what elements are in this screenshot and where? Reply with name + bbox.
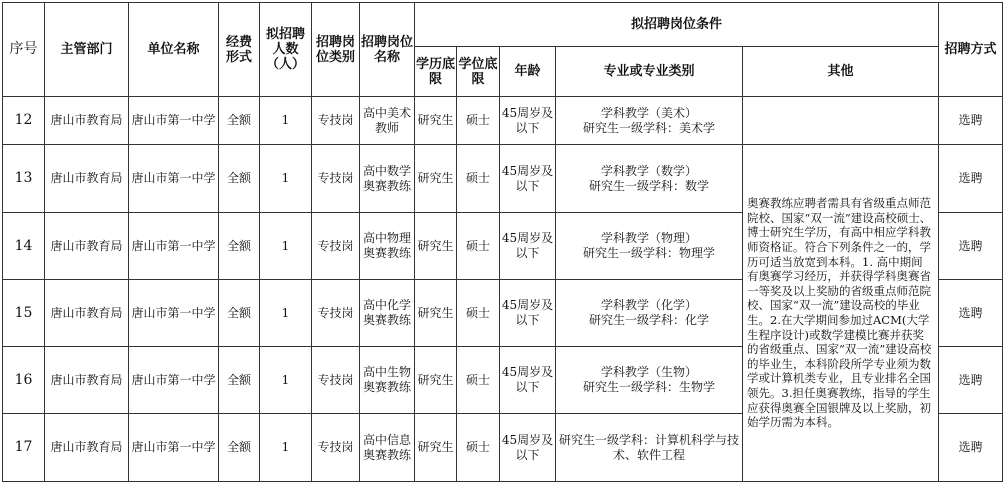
row-post-name: 高中化学奥赛教练 <box>360 280 415 347</box>
row-unit: 唐山市第一中学 <box>129 145 219 213</box>
row-major <box>556 213 743 280</box>
row-method: 选聘 <box>939 414 1003 482</box>
row-funding: 全额 <box>219 347 260 414</box>
row-major <box>556 97 743 145</box>
row-seq: 13 <box>3 145 45 213</box>
row-age: 45周岁及以下 <box>500 414 556 482</box>
row-education: 研究生 <box>415 97 457 145</box>
row-dept: 唐山市教育局 <box>45 414 129 482</box>
row-seq: 17 <box>3 414 45 482</box>
row-major-line-1: 学科教学（物理） <box>600 231 697 245</box>
row-education: 研究生 <box>415 280 457 347</box>
row-count: 1 <box>260 347 312 414</box>
row-count: 1 <box>260 145 312 213</box>
row-dept: 唐山市教育局 <box>45 97 129 145</box>
row-funding: 全额 <box>219 145 260 213</box>
row-major-line-2: 研究生一级学科：物理学 <box>582 246 715 260</box>
row-education: 研究生 <box>415 347 457 414</box>
row-post-name: 高中物理奥赛教练 <box>360 213 415 280</box>
row-major <box>556 347 743 414</box>
other-conditions-note: 奥赛教练应聘者需具有省级重点师范院校、国家“双一流”建设高校硕士、博士研究生学历，有高中相应学科教师资格证。符合下列条件之一的，学历可适当放宽到本科。1. 高中期间有奥赛学习经历，并获得学科奥赛省一等奖及以上奖励的省级重点师范院校、国家“双一流”建设高校的毕业生。2.在大学期间参加过ACM(大学生程序设计)或数学建模比赛并获奖的省级重点、国家“双一流”建设高校的毕业生，本科阶段所学专业须为数学或计算机类专业，且专业排名全国领先。3.担任奥赛教练，指导的学生应获得奥赛全国银牌及以上奖励，初始学历需为本科。 <box>743 145 939 482</box>
header-unit: 单位名称 <box>129 3 219 97</box>
row-post-name: 高中生物奥赛教练 <box>360 347 415 414</box>
row-seq: 15 <box>3 280 45 347</box>
row-unit: 唐山市第一中学 <box>129 414 219 482</box>
row-major-line-1: 学科教学（数学） <box>600 163 697 178</box>
row-post-name: 高中美术教师 <box>360 97 415 145</box>
row-method: 选聘 <box>939 347 1003 414</box>
table-row <box>3 145 1003 213</box>
row-post-name: 高中信息奥赛教练 <box>360 414 415 482</box>
row-other-empty <box>743 97 939 145</box>
row-dept: 唐山市教育局 <box>45 213 129 280</box>
row-age: 45周岁及以下 <box>500 97 556 145</box>
row-seq: 12 <box>3 97 45 145</box>
header-funding: 经费形式 <box>219 3 260 97</box>
row-method: 选聘 <box>939 97 1003 145</box>
row-degree: 硕士 <box>457 347 500 414</box>
header-education: 学历底限 <box>415 47 457 97</box>
row-unit: 唐山市第一中学 <box>129 97 219 145</box>
row-count: 1 <box>260 280 312 347</box>
row-major <box>556 145 743 213</box>
header-conditions: 拟招聘岗位条件 <box>415 3 939 47</box>
row-education: 研究生 <box>415 145 457 213</box>
row-unit: 唐山市第一中学 <box>129 347 219 414</box>
header-major: 专业或专业类别 <box>556 47 743 97</box>
row-major <box>556 280 743 347</box>
row-degree: 硕士 <box>457 414 500 482</box>
header-count: 拟招聘人数（人） <box>260 3 312 97</box>
row-post-type: 专技岗 <box>312 347 360 414</box>
row-dept: 唐山市教育局 <box>45 145 129 213</box>
row-age: 45周岁及以下 <box>500 213 556 280</box>
header-post-name: 招聘岗位名称 <box>360 3 415 97</box>
row-major-line-1: 学科教学（化学） <box>600 298 697 312</box>
header-method: 招聘方式 <box>939 3 1003 97</box>
row-unit: 唐山市第一中学 <box>129 280 219 347</box>
row-major-line-2: 研究生一级学科：生物学 <box>582 380 715 394</box>
row-major <box>556 414 743 482</box>
row-major-line-1: 研究生一级学科：计算机科学与技术、软件工程 <box>558 432 739 462</box>
row-post-type: 专技岗 <box>312 280 360 347</box>
row-dept: 唐山市教育局 <box>45 347 129 414</box>
row-dept: 唐山市教育局 <box>45 280 129 347</box>
row-degree: 硕士 <box>457 145 500 213</box>
row-unit: 唐山市第一中学 <box>129 213 219 280</box>
header-other: 其他 <box>743 47 939 97</box>
row-post-type: 专技岗 <box>312 97 360 145</box>
table-row <box>3 97 1003 145</box>
row-method: 选聘 <box>939 280 1003 347</box>
row-post-name: 高中数学奥赛教练 <box>360 145 415 213</box>
row-funding: 全额 <box>219 213 260 280</box>
header-degree: 学位底限 <box>457 47 500 97</box>
header-post-type: 招聘岗位类别 <box>312 3 360 97</box>
row-post-type: 专技岗 <box>312 145 360 213</box>
row-method: 选聘 <box>939 213 1003 280</box>
row-education: 研究生 <box>415 414 457 482</box>
recruitment-table <box>2 2 1003 482</box>
header-age: 年龄 <box>500 47 556 97</box>
row-method: 选聘 <box>939 145 1003 213</box>
row-degree: 硕士 <box>457 97 500 145</box>
row-major-line-2: 研究生一级学科：数学 <box>588 178 709 193</box>
row-seq: 16 <box>3 347 45 414</box>
row-major-line-1: 学科教学（生物） <box>600 365 697 379</box>
row-degree: 硕士 <box>457 213 500 280</box>
row-funding: 全额 <box>219 414 260 482</box>
row-post-type: 专技岗 <box>312 213 360 280</box>
row-age: 45周岁及以下 <box>500 347 556 414</box>
row-age: 45周岁及以下 <box>500 280 556 347</box>
header-seq: 序号 <box>3 3 45 97</box>
row-count: 1 <box>260 97 312 145</box>
row-count: 1 <box>260 414 312 482</box>
row-major-line-1: 学科教学（美术） <box>600 105 697 120</box>
row-age: 45周岁及以下 <box>500 145 556 213</box>
row-funding: 全额 <box>219 280 260 347</box>
row-seq: 14 <box>3 213 45 280</box>
row-funding: 全额 <box>219 97 260 145</box>
row-count: 1 <box>260 213 312 280</box>
row-major-line-2: 研究生一级学科：美术学 <box>582 120 715 135</box>
row-degree: 硕士 <box>457 280 500 347</box>
row-major-line-2: 研究生一级学科：化学 <box>588 313 709 327</box>
row-post-type: 专技岗 <box>312 414 360 482</box>
row-education: 研究生 <box>415 213 457 280</box>
header-dept: 主管部门 <box>45 3 129 97</box>
